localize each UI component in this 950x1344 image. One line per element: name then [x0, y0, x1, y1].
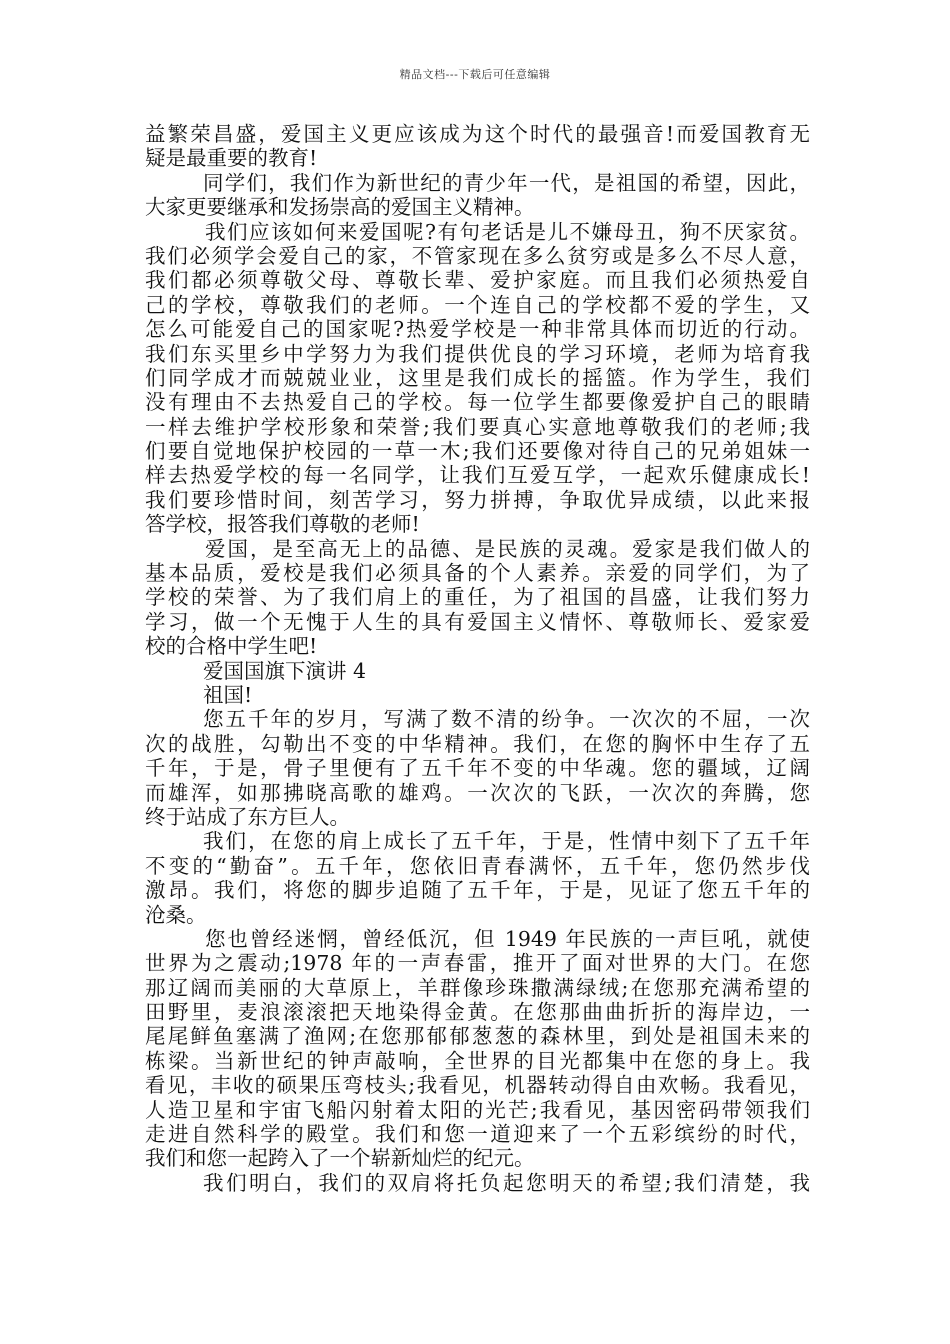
text-line: 我们必须学会爱自己的家，不管家现在多么贫穷或是多么不尽人意，	[145, 243, 810, 268]
text-line: 祖国!	[203, 682, 253, 707]
text-line: 疑是最重要的教育!	[145, 146, 318, 171]
text-line: 我们要珍惜时间，刻苦学习，努力拼搏，争取优异成绩，以此来报	[145, 487, 810, 512]
text-line: 栋梁。当新世纪的钟声敲响，全世界的目光都集中在您的身上。我	[145, 1048, 810, 1073]
text-line: 走进自然科学的殿堂。我们和您一道迎来了一个五彩缤纷的时代，	[145, 1122, 810, 1147]
text-line: 终于站成了东方巨人。	[145, 804, 350, 829]
text-line: 而雄浑，如那拂晓高歌的雄鸡。一次次的飞跃，一次次的奔腾，您	[145, 780, 810, 805]
text-line: 样去热爱学校的每一名同学，让我们互爱互学，一起欢乐健康成长!	[145, 463, 810, 488]
text-line: 己的学校，尊敬我们的老师。一个连自己的学校都不爱的学生，又	[145, 292, 810, 317]
page-header: 精品文档---下载后可任意编辑	[399, 68, 551, 81]
text-line: 您五千年的岁月，写满了数不清的纷争。一次次的不屈，一次	[203, 707, 810, 732]
section-title: 爱国国旗下演讲 4	[203, 658, 367, 683]
text-line: 人造卫星和宇宙飞船闪射着太阳的光芒;我看见，基因密码带领我们	[145, 1097, 810, 1122]
text-line: 看见，丰收的硕果压弯枝头;我看见，机器转动得自由欢畅。我看见，	[145, 1073, 810, 1098]
text-line: 不变的“勤奋”。五千年，您依旧青春满怀，五千年，您仍然步伐	[145, 853, 810, 878]
text-line: 爱国，是至高无上的品德、是民族的灵魂。爱家是我们做人的	[205, 536, 810, 561]
text-line: 世界为之震动;1978 年的一声春雷，推开了面对世界的大门。在您	[145, 951, 810, 976]
text-line: 没有理由不去热爱自己的学校。每一位学生都要像爱护自己的眼睛	[145, 390, 810, 415]
text-line: 大家更要继承和发扬崇高的爱国主义精神。	[145, 195, 535, 220]
text-line: 基本品质，爱校是我们必须具备的个人素养。亲爱的同学们，为了	[145, 561, 810, 586]
text-line: 激昂。我们，将您的脚步追随了五千年，于是，见证了您五千年的	[145, 878, 810, 903]
text-line: 次的战胜，勾勒出不变的中华精神。我们，在您的胸怀中生存了五	[145, 731, 810, 756]
text-line: 学校的荣誉、为了我们肩上的重任，为了祖国的昌盛，让我们努力	[145, 585, 810, 610]
text-line: 答学校，报答我们尊敬的老师!	[145, 512, 420, 537]
text-line: 益繁荣昌盛，爱国主义更应该成为这个时代的最强音!而爱国教育无	[145, 122, 810, 146]
text-line: 尾尾鲜鱼塞满了渔网;在您那郁郁葱葱的森林里，到处是祖国未来的	[145, 1024, 810, 1049]
text-line: 我们应该如何来爱国呢?有句老话是儿不嫌母丑，狗不厌家贫。	[205, 219, 810, 244]
text-line: 学习，做一个无愧于人生的具有爱国主义情怀、尊敬师长、爱家爱	[145, 609, 810, 634]
text-line: 一样去维护学校形象和荣誉;我们要真心实意地尊敬我们的老师;我	[145, 414, 810, 439]
text-line: 我们都必须尊敬父母、尊敬长辈、爱护家庭。而且我们必须热爱自	[145, 268, 810, 293]
text-line: 我们东买里乡中学努力为我们提供优良的学习环境，老师为培育我	[145, 341, 810, 366]
text-line: 那辽阔而美丽的大草原上，羊群像珍珠撒满绿绒;在您那充满希望的	[145, 975, 810, 1000]
text-line: 校的合格中学生吧!	[145, 634, 318, 659]
text-line: 们同学成才而兢兢业业，这里是我们成长的摇篮。作为学生，我们	[145, 365, 810, 390]
text-line: 们要自觉地保护校园的一草一木;我们还要像对待自己的兄弟姐妹一	[145, 439, 810, 464]
text-line: 沧桑。	[145, 902, 207, 927]
text-line: 千年，于是，骨子里便有了五千年不变的中华魂。您的疆域，辽阔	[145, 756, 810, 781]
document-body	[145, 122, 810, 1195]
text-line: 怎么可能爱自己的国家呢?热爱学校是一种非常具体而切近的行动。	[145, 317, 810, 342]
text-line: 我们，在您的肩上成长了五千年，于是，性情中刻下了五千年	[203, 829, 810, 854]
text-line: 您也曾经迷惘，曾经低沉，但 1949 年民族的一声巨吼，就使	[205, 926, 810, 951]
text-line: 我们明白，我们的双肩将托负起您明天的希望;我们清楚，我	[203, 1170, 810, 1195]
text-line: 田野里，麦浪滚滚把天地染得金黄。在您那曲曲折折的海岸边，一	[145, 1000, 810, 1025]
text-line: 同学们，我们作为新世纪的青少年一代，是祖国的希望，因此，	[203, 170, 810, 195]
text-line: 我们和您一起跨入了一个崭新灿烂的纪元。	[145, 1146, 535, 1171]
